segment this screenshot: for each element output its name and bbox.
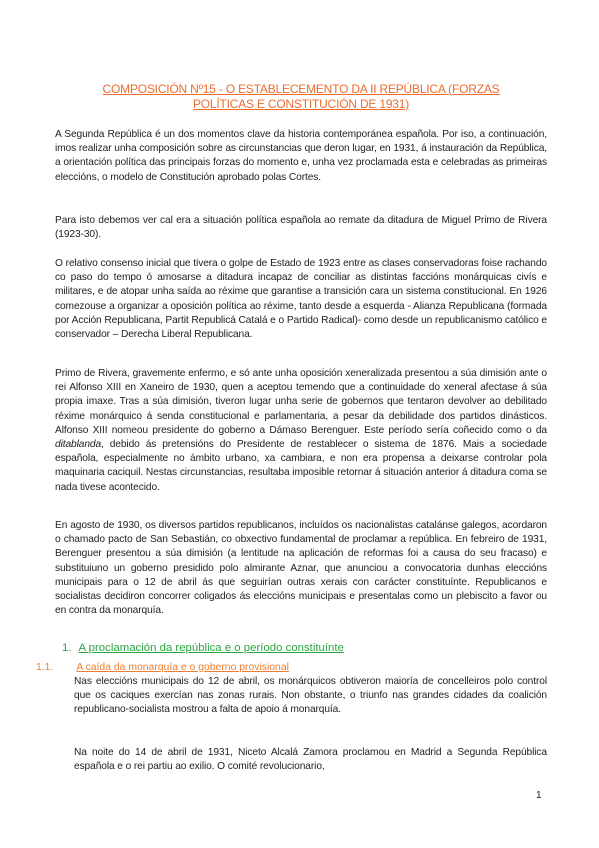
paragraph-proclamation: Na noite do 14 de abril de 1931, Niceto Alcalá Zamora proclamou en Madrid a Segunda República española e o rei partiu ao exilio. O comité revolucionario, bbox=[74, 747, 547, 773]
section-number: 1. bbox=[62, 642, 72, 654]
title-line-2: POLÍTICAS E CONSTITUCIÓN DE 1931) bbox=[192, 97, 410, 111]
paragraph-text: , debido ás pretensións do Presidente de restablecer o sistema de 1876. Mais a sociedade española, especialmente no ámbito urbano, xa cambiara, e non era propensa a deixarse controlar pola maquinaria caciquil. Nestas circunstancias, resultaba imposible retornar á situación anterior á ditadura coma se nada tivese acontecido. bbox=[55, 439, 547, 493]
title-line-1: COMPOSICIÓN Nº15 - O ESTABLECEMENTO DA II REPÚBLICA (FORZAS bbox=[102, 82, 500, 96]
paragraph-text: Primo de Rivera, gravemente enfermo, e só ante unha oposición xeneralizada presentou a súa dimisión ante o rei Alfonso XIII en Xaneiro de 1930, quen a aceptou temendo que a continuidade do xeneral afectase á súa propia imaxe. Tras a súa dimisión, tiveron lugar unha serie de gobernos que tentaron devolver ao debilitado réxime monárquico á senda constitucional e parlamentaria, a pesar da debilidade dos partidos dinásticos. Alfonso XIII nomeou presidente do goberno a Dámaso Berenguer. Este período sería coñecido como o da bbox=[55, 368, 547, 436]
subsection-number: 1.1. bbox=[36, 662, 54, 673]
paragraph-elections: Nas eleccións municipais do 12 de abril, os monárquicos obtiveron maioría de concelleiros polo control que os caciques exercían nas zonas rurais. Non obstante, o triunfo nas grandes cidades da coalición republicano-socialista mostrou a falta de apoio á monarquía. bbox=[74, 676, 547, 716]
paragraph-context: Para isto debemos ver cal era a situación política española ao remate da ditadura de Miguel Primo de Rivera (1923-30). bbox=[55, 215, 547, 241]
emphasis-ditablanda: ditablanda bbox=[55, 439, 102, 451]
paragraph-primo-de-rivera bbox=[55, 367, 547, 495]
page-number: 1 bbox=[536, 790, 542, 801]
subsection-title: A caída da monarquía e o goberno provisional bbox=[76, 662, 289, 673]
subsection-heading-1-1 bbox=[36, 661, 289, 674]
section-heading-1 bbox=[62, 641, 344, 655]
paragraph-intro: A Segunda República é un dos momentos clave da historia contemporánea española. Por iso, a continuación, imos realizar unha composición sobre as circunstancias que deron lugar, en 1931, á instauración da República, a orientación política das principais forzas do momento e, unha vez proclamada esta e celebradas as primeiras eleccións, o modelo de Constitución aprobado polas Cortes. bbox=[55, 129, 547, 183]
document-title bbox=[70, 82, 532, 112]
paragraph-san-sebastian: En agosto de 1930, os diversos partidos republicanos, incluídos os nacionalistas catalánse galegos, acordaron o chamado pacto de San Sebastián, co obxectivo fundamental de proclamar a república. En febreiro de 1931, Berenguer presentou a súa dimisión (a lentitude na aplicación de reformas foi a causa do seu fracaso) e substituiuno un goberno presidido polo almirante Aznar, que anunciou a convocatoria dunhas eleccións municipais para o 12 de abril ás que seguirían outras xerais con carácter constituínte. Republicanos e socialistas decidiron concorrer coligados ás eleccións municipais e presentalas como un plebiscito a favor ou en contra da monarquía. bbox=[55, 520, 547, 617]
paragraph-consensus: O relativo consenso inicial que tivera o golpe de Estado de 1923 entre as clases conservadoras foise rachando co paso do tempo ó amosarse a ditadura incapaz de conciliar as distintas faccións monárquicas civís e militares, e de atopar unha saída ao réxime que garantise a transición cara un sistema constitucional. En 1926 comezouse a organizar a oposición política ao réxime, tanto desde a esquerda - Alianza Republicana (formada por Acción Republicana, Partit Republicá Catalá e o Partido Radical)- como desde un republicanismo católico e conservador – Derecha Liberal Republicana. bbox=[55, 258, 547, 341]
section-title: A proclamación da república e o período constituínte bbox=[78, 642, 344, 654]
